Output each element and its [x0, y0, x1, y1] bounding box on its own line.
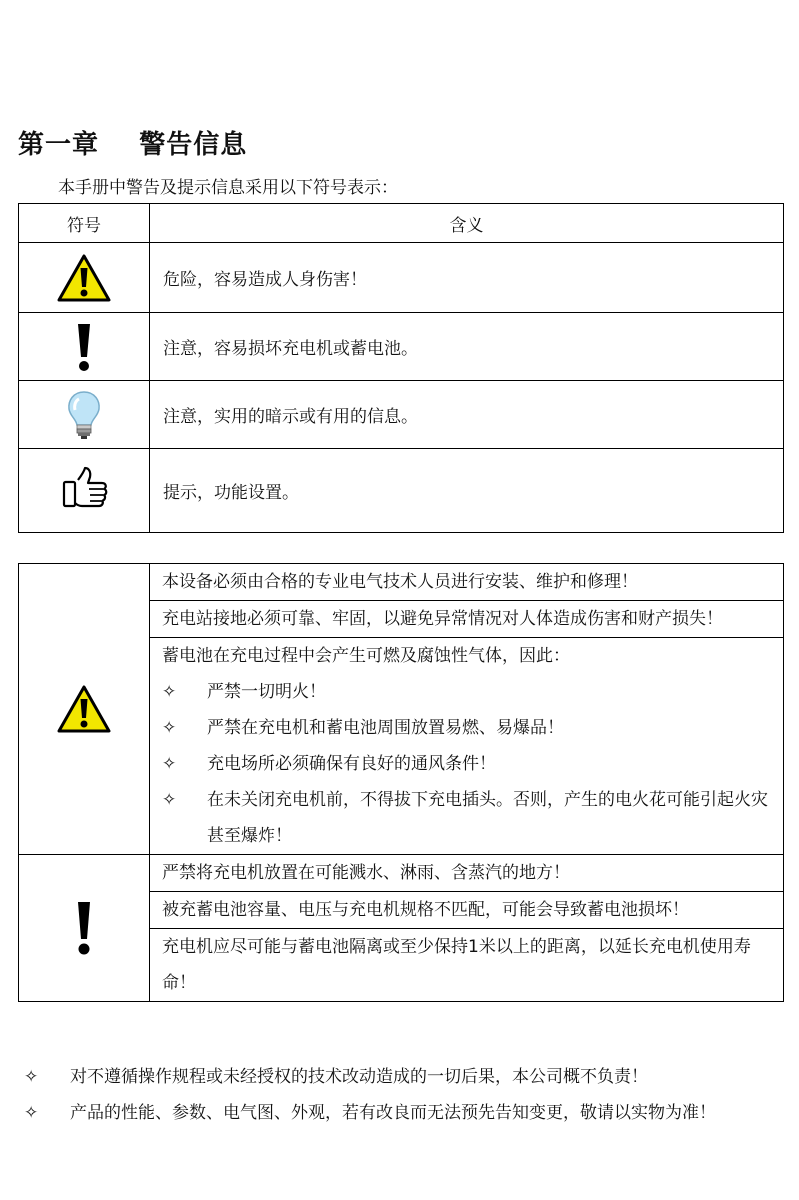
bullet-text: 严禁一切明火！ — [207, 682, 326, 702]
table-row — [19, 313, 784, 381]
row-meaning: 注意，容易损坏充电机或蓄电池。 — [150, 313, 784, 381]
list-item — [18, 1095, 788, 1131]
lightbulb-icon — [19, 381, 150, 449]
symbol-table-header — [19, 204, 784, 243]
table-row — [19, 381, 784, 449]
intro-text: 本手册中警告及提示信息采用以下符号表示： — [58, 178, 398, 198]
bullet-icon: ✧ — [24, 1103, 39, 1123]
bullet-text: 严禁在充电机和蓄电池周围放置易燃、易爆品！ — [207, 718, 564, 738]
chapter-title: 警告信息 — [139, 130, 248, 160]
table-row — [19, 855, 784, 892]
gas-warning-intro: 蓄电池在充电过程中会产生可燃及腐蚀性气体，因此： — [162, 646, 570, 666]
table-row — [19, 243, 784, 313]
bullet-icon: ✧ — [162, 718, 177, 738]
gas-warning — [150, 638, 784, 855]
table-row — [19, 564, 784, 601]
note-text: 对不遵循操作规程或未经授权的技术改动造成的一切后果，本公司概不负责！ — [70, 1067, 648, 1087]
bullet-text: 在未关闭充电机前，不得拔下充电插头。否则，产生的电火花可能引起火灾甚至爆炸！ — [207, 790, 768, 846]
disclaimer-notes — [18, 1059, 788, 1131]
row-meaning: 注意，实用的暗示或有用的信息。 — [150, 381, 784, 449]
row-meaning: 危险，容易造成人身伤害！ — [150, 243, 784, 313]
caution-item: 严禁将充电机放置在可能溅水、淋雨、含蒸汽的地方！ — [150, 855, 784, 892]
bullet-icon: ✧ — [162, 754, 177, 774]
header-meaning: 含义 — [150, 204, 784, 243]
table-row — [19, 449, 784, 533]
caution-item: 充电机应尽可能与蓄电池隔离或至少保持1米以上的距离，以延长充电机使用寿命！ — [150, 929, 784, 1002]
row-meaning: 提示，功能设置。 — [150, 449, 784, 533]
bullet-icon: ✧ — [162, 790, 177, 810]
bullet-icon: ✧ — [24, 1067, 39, 1087]
warning-table — [18, 563, 784, 1002]
header-symbol: 符号 — [19, 204, 150, 243]
list-item — [162, 782, 775, 854]
list-item — [162, 746, 775, 782]
thumbs-up-icon — [19, 449, 150, 533]
exclamation-icon — [19, 855, 150, 1002]
chapter-label: 第一章 — [18, 130, 100, 160]
note-text: 产品的性能、参数、电气图、外观，若有改良而无法预先告知变更，敬请以实物为准！ — [70, 1103, 716, 1123]
warning-triangle-icon — [19, 564, 150, 855]
bullet-icon: ✧ — [162, 682, 177, 702]
list-item — [162, 674, 775, 710]
page-title — [18, 124, 247, 161]
bullet-text: 充电场所必须确保有良好的通风条件！ — [207, 754, 496, 774]
list-item — [162, 710, 775, 746]
caution-item: 被充蓄电池容量、电压与充电机规格不匹配，可能会导致蓄电池损坏！ — [150, 892, 784, 929]
warning-triangle-icon — [19, 243, 150, 313]
exclamation-icon — [19, 313, 150, 381]
danger-item: 本设备必须由合格的专业电气技术人员进行安装、维护和修理！ — [150, 564, 784, 601]
symbol-table — [18, 203, 784, 533]
list-item — [18, 1059, 788, 1095]
danger-item: 充电站接地必须可靠、牢固，以避免异常情况对人体造成伤害和财产损失！ — [150, 601, 784, 638]
